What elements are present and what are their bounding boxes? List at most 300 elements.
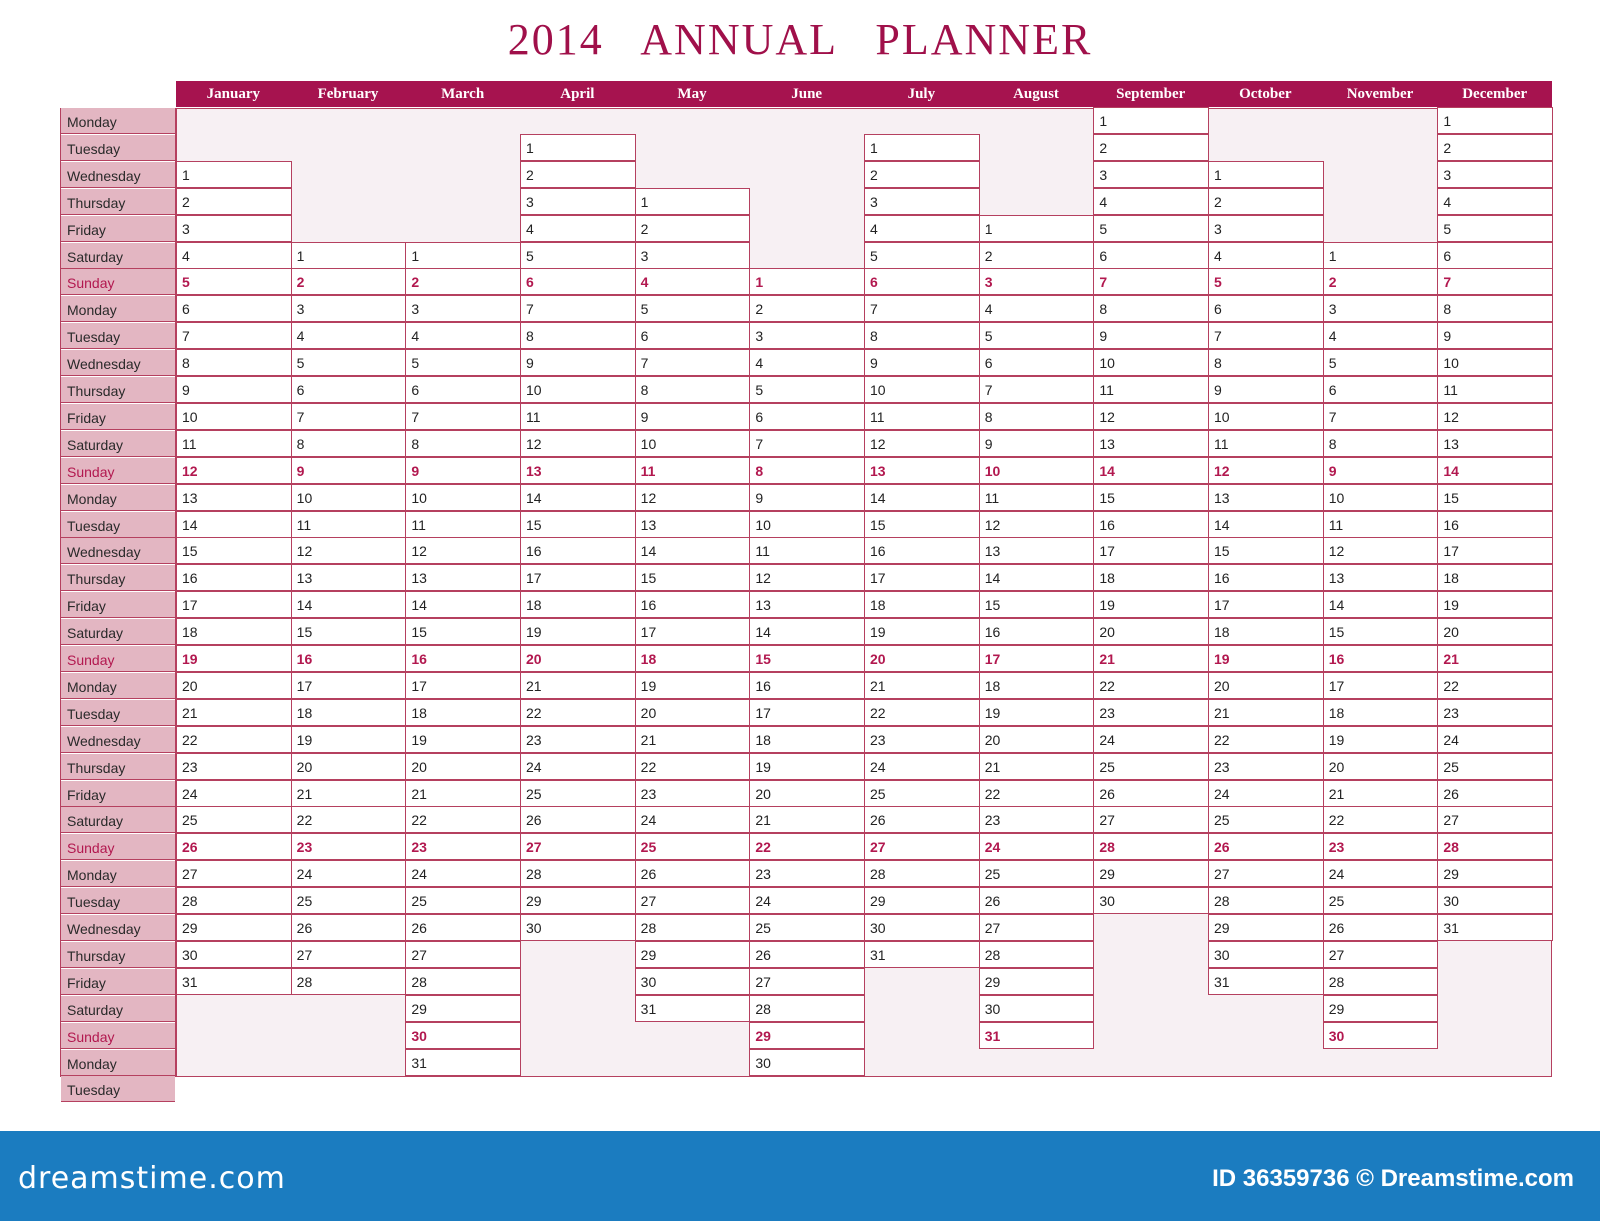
date-cell[interactable]: 9: [1093, 322, 1209, 349]
date-cell[interactable]: 25: [291, 887, 407, 914]
date-cell[interactable]: 10: [405, 484, 521, 511]
date-cell[interactable]: 11: [520, 403, 636, 430]
date-cell[interactable]: 25: [1323, 887, 1439, 914]
date-cell[interactable]: 27: [1093, 806, 1209, 833]
date-cell[interactable]: 24: [1208, 780, 1324, 807]
date-cell[interactable]: 12: [520, 430, 636, 457]
date-cell[interactable]: 23: [749, 860, 865, 887]
date-cell[interactable]: 16: [1208, 564, 1324, 591]
date-cell[interactable]: 8: [1208, 349, 1324, 376]
date-cell[interactable]: 6: [1323, 376, 1439, 403]
date-cell[interactable]: 8: [1323, 430, 1439, 457]
date-cell[interactable]: 1: [520, 134, 636, 161]
date-cell[interactable]: 30: [1323, 1022, 1439, 1049]
date-cell[interactable]: 5: [1437, 215, 1553, 242]
date-cell[interactable]: 26: [1093, 780, 1209, 807]
date-cell[interactable]: 1: [1437, 107, 1553, 134]
date-cell[interactable]: 16: [635, 591, 751, 618]
date-cell[interactable]: 16: [1323, 645, 1439, 672]
date-cell[interactable]: 20: [291, 753, 407, 780]
date-cell[interactable]: 6: [1437, 242, 1553, 269]
date-cell[interactable]: 28: [291, 968, 407, 995]
date-cell[interactable]: 15: [864, 511, 980, 538]
date-cell[interactable]: 4: [1437, 188, 1553, 215]
date-cell[interactable]: 21: [1208, 699, 1324, 726]
date-cell[interactable]: 3: [1437, 161, 1553, 188]
date-cell[interactable]: 18: [1093, 564, 1209, 591]
date-cell[interactable]: 12: [405, 537, 521, 564]
date-cell[interactable]: 16: [1093, 511, 1209, 538]
date-cell[interactable]: 9: [176, 376, 292, 403]
date-cell[interactable]: 1: [635, 188, 751, 215]
date-cell[interactable]: 17: [1437, 537, 1553, 564]
date-cell[interactable]: 8: [291, 430, 407, 457]
date-cell[interactable]: 13: [635, 511, 751, 538]
date-cell[interactable]: 3: [176, 215, 292, 242]
date-cell[interactable]: 14: [405, 591, 521, 618]
date-cell[interactable]: 29: [1093, 860, 1209, 887]
date-cell[interactable]: 18: [1437, 564, 1553, 591]
date-cell[interactable]: 18: [520, 591, 636, 618]
date-cell[interactable]: 26: [405, 914, 521, 941]
date-cell[interactable]: 31: [405, 1049, 521, 1076]
date-cell[interactable]: 8: [520, 322, 636, 349]
date-cell[interactable]: 27: [1208, 860, 1324, 887]
date-cell[interactable]: 1: [1093, 107, 1209, 134]
date-cell[interactable]: 16: [405, 645, 521, 672]
date-cell[interactable]: 25: [979, 860, 1095, 887]
date-cell[interactable]: 1: [979, 215, 1095, 242]
date-cell[interactable]: 14: [979, 564, 1095, 591]
date-cell[interactable]: 12: [864, 430, 980, 457]
date-cell[interactable]: 25: [1093, 753, 1209, 780]
date-cell[interactable]: 3: [635, 242, 751, 269]
date-cell[interactable]: 26: [291, 914, 407, 941]
date-cell[interactable]: 27: [176, 860, 292, 887]
date-cell[interactable]: 23: [635, 780, 751, 807]
date-cell[interactable]: 26: [864, 806, 980, 833]
date-cell[interactable]: 28: [1093, 833, 1209, 860]
date-cell[interactable]: 28: [635, 914, 751, 941]
date-cell[interactable]: 6: [291, 376, 407, 403]
date-cell[interactable]: 19: [520, 618, 636, 645]
date-cell[interactable]: 29: [979, 968, 1095, 995]
date-cell[interactable]: 11: [1093, 376, 1209, 403]
date-cell[interactable]: 19: [1093, 591, 1209, 618]
date-cell[interactable]: 24: [979, 833, 1095, 860]
date-cell[interactable]: 22: [864, 699, 980, 726]
date-cell[interactable]: 6: [176, 295, 292, 322]
date-cell[interactable]: 9: [1208, 376, 1324, 403]
date-cell[interactable]: 5: [979, 322, 1095, 349]
date-cell[interactable]: 9: [291, 457, 407, 484]
date-cell[interactable]: 31: [1208, 968, 1324, 995]
date-cell[interactable]: 27: [749, 968, 865, 995]
date-cell[interactable]: 27: [979, 914, 1095, 941]
date-cell[interactable]: 12: [1208, 457, 1324, 484]
date-cell[interactable]: 2: [1208, 188, 1324, 215]
date-cell[interactable]: 20: [405, 753, 521, 780]
date-cell[interactable]: 2: [1323, 268, 1439, 295]
date-cell[interactable]: 18: [635, 645, 751, 672]
date-cell[interactable]: 1: [176, 161, 292, 188]
date-cell[interactable]: 12: [1437, 403, 1553, 430]
date-cell[interactable]: 15: [1093, 484, 1209, 511]
date-cell[interactable]: 12: [1323, 537, 1439, 564]
date-cell[interactable]: 26: [520, 806, 636, 833]
date-cell[interactable]: 9: [520, 349, 636, 376]
date-cell[interactable]: 5: [1208, 268, 1324, 295]
date-cell[interactable]: 4: [864, 215, 980, 242]
date-cell[interactable]: 21: [1323, 780, 1439, 807]
date-cell[interactable]: 3: [291, 295, 407, 322]
date-cell[interactable]: 13: [1437, 430, 1553, 457]
date-cell[interactable]: 1: [864, 134, 980, 161]
date-cell[interactable]: 11: [864, 403, 980, 430]
date-cell[interactable]: 26: [176, 833, 292, 860]
date-cell[interactable]: 2: [405, 268, 521, 295]
date-cell[interactable]: 14: [520, 484, 636, 511]
date-cell[interactable]: 24: [1323, 860, 1439, 887]
date-cell[interactable]: 6: [749, 403, 865, 430]
date-cell[interactable]: 23: [864, 726, 980, 753]
date-cell[interactable]: 14: [749, 618, 865, 645]
date-cell[interactable]: 28: [520, 860, 636, 887]
date-cell[interactable]: 13: [176, 484, 292, 511]
date-cell[interactable]: 7: [749, 430, 865, 457]
date-cell[interactable]: 1: [291, 242, 407, 269]
date-cell[interactable]: 17: [176, 591, 292, 618]
date-cell[interactable]: 12: [635, 484, 751, 511]
date-cell[interactable]: 3: [405, 295, 521, 322]
date-cell[interactable]: 21: [1437, 645, 1553, 672]
date-cell[interactable]: 3: [1093, 161, 1209, 188]
date-cell[interactable]: 5: [864, 242, 980, 269]
date-cell[interactable]: 22: [176, 726, 292, 753]
date-cell[interactable]: 5: [1093, 215, 1209, 242]
date-cell[interactable]: 13: [291, 564, 407, 591]
date-cell[interactable]: 11: [405, 511, 521, 538]
date-cell[interactable]: 7: [864, 295, 980, 322]
date-cell[interactable]: 30: [1437, 887, 1553, 914]
date-cell[interactable]: 21: [1093, 645, 1209, 672]
date-cell[interactable]: 8: [1093, 295, 1209, 322]
date-cell[interactable]: 12: [749, 564, 865, 591]
date-cell[interactable]: 10: [1093, 349, 1209, 376]
date-cell[interactable]: 7: [1208, 322, 1324, 349]
date-cell[interactable]: 29: [864, 887, 980, 914]
date-cell[interactable]: 17: [864, 564, 980, 591]
date-cell[interactable]: 19: [749, 753, 865, 780]
date-cell[interactable]: 3: [979, 268, 1095, 295]
date-cell[interactable]: 18: [864, 591, 980, 618]
date-cell[interactable]: 11: [176, 430, 292, 457]
date-cell[interactable]: 11: [749, 537, 865, 564]
date-cell[interactable]: 13: [1093, 430, 1209, 457]
date-cell[interactable]: 15: [749, 645, 865, 672]
date-cell[interactable]: 28: [864, 860, 980, 887]
date-cell[interactable]: 20: [1323, 753, 1439, 780]
date-cell[interactable]: 20: [749, 780, 865, 807]
date-cell[interactable]: 1: [1323, 242, 1439, 269]
date-cell[interactable]: 4: [176, 242, 292, 269]
date-cell[interactable]: 11: [1208, 430, 1324, 457]
date-cell[interactable]: 2: [1437, 134, 1553, 161]
date-cell[interactable]: 24: [405, 860, 521, 887]
date-cell[interactable]: 6: [405, 376, 521, 403]
date-cell[interactable]: 2: [635, 215, 751, 242]
date-cell[interactable]: 28: [749, 995, 865, 1022]
date-cell[interactable]: 20: [1093, 618, 1209, 645]
date-cell[interactable]: 15: [1323, 618, 1439, 645]
date-cell[interactable]: 17: [749, 699, 865, 726]
date-cell[interactable]: 24: [864, 753, 980, 780]
date-cell[interactable]: 3: [1208, 215, 1324, 242]
date-cell[interactable]: 28: [979, 941, 1095, 968]
date-cell[interactable]: 13: [1208, 484, 1324, 511]
date-cell[interactable]: 15: [1437, 484, 1553, 511]
date-cell[interactable]: 20: [979, 726, 1095, 753]
date-cell[interactable]: 22: [405, 806, 521, 833]
date-cell[interactable]: 14: [1208, 511, 1324, 538]
date-cell[interactable]: 29: [405, 995, 521, 1022]
date-cell[interactable]: 16: [864, 537, 980, 564]
date-cell[interactable]: 9: [979, 430, 1095, 457]
date-cell[interactable]: 29: [176, 914, 292, 941]
date-cell[interactable]: 27: [864, 833, 980, 860]
date-cell[interactable]: 6: [864, 268, 980, 295]
date-cell[interactable]: 26: [749, 941, 865, 968]
date-cell[interactable]: 2: [291, 268, 407, 295]
date-cell[interactable]: 14: [291, 591, 407, 618]
date-cell[interactable]: 6: [979, 349, 1095, 376]
date-cell[interactable]: 21: [864, 672, 980, 699]
date-cell[interactable]: 1: [749, 268, 865, 295]
date-cell[interactable]: 23: [1323, 833, 1439, 860]
date-cell[interactable]: 1: [405, 242, 521, 269]
date-cell[interactable]: 14: [1323, 591, 1439, 618]
date-cell[interactable]: 21: [176, 699, 292, 726]
date-cell[interactable]: 3: [864, 188, 980, 215]
date-cell[interactable]: 7: [520, 295, 636, 322]
date-cell[interactable]: 29: [1208, 914, 1324, 941]
date-cell[interactable]: 23: [405, 833, 521, 860]
date-cell[interactable]: 23: [1093, 699, 1209, 726]
date-cell[interactable]: 21: [749, 806, 865, 833]
date-cell[interactable]: 25: [1208, 806, 1324, 833]
date-cell[interactable]: 4: [979, 295, 1095, 322]
date-cell[interactable]: 15: [405, 618, 521, 645]
date-cell[interactable]: 17: [291, 672, 407, 699]
date-cell[interactable]: 22: [979, 780, 1095, 807]
date-cell[interactable]: 20: [864, 645, 980, 672]
date-cell[interactable]: 27: [1437, 806, 1553, 833]
date-cell[interactable]: 8: [979, 403, 1095, 430]
date-cell[interactable]: 21: [291, 780, 407, 807]
date-cell[interactable]: 2: [749, 295, 865, 322]
date-cell[interactable]: 12: [979, 511, 1095, 538]
date-cell[interactable]: 22: [635, 753, 751, 780]
date-cell[interactable]: 14: [864, 484, 980, 511]
date-cell[interactable]: 17: [1208, 591, 1324, 618]
date-cell[interactable]: 31: [979, 1022, 1095, 1049]
date-cell[interactable]: 4: [749, 349, 865, 376]
date-cell[interactable]: 27: [520, 833, 636, 860]
date-cell[interactable]: 19: [1437, 591, 1553, 618]
date-cell[interactable]: 4: [405, 322, 521, 349]
date-cell[interactable]: 17: [635, 618, 751, 645]
date-cell[interactable]: 15: [176, 537, 292, 564]
date-cell[interactable]: 23: [979, 806, 1095, 833]
date-cell[interactable]: 16: [176, 564, 292, 591]
date-cell[interactable]: 26: [1208, 833, 1324, 860]
date-cell[interactable]: 28: [1208, 887, 1324, 914]
date-cell[interactable]: 13: [520, 457, 636, 484]
date-cell[interactable]: 16: [291, 645, 407, 672]
date-cell[interactable]: 18: [979, 672, 1095, 699]
date-cell[interactable]: 28: [176, 887, 292, 914]
date-cell[interactable]: 3: [1323, 295, 1439, 322]
date-cell[interactable]: 27: [405, 941, 521, 968]
date-cell[interactable]: 19: [635, 672, 751, 699]
date-cell[interactable]: 30: [864, 914, 980, 941]
date-cell[interactable]: 29: [749, 1022, 865, 1049]
date-cell[interactable]: 25: [520, 780, 636, 807]
date-cell[interactable]: 12: [176, 457, 292, 484]
date-cell[interactable]: 27: [635, 887, 751, 914]
date-cell[interactable]: 4: [1093, 188, 1209, 215]
date-cell[interactable]: 9: [1323, 457, 1439, 484]
date-cell[interactable]: 12: [1093, 403, 1209, 430]
date-cell[interactable]: 19: [405, 726, 521, 753]
date-cell[interactable]: 24: [291, 860, 407, 887]
date-cell[interactable]: 10: [520, 376, 636, 403]
date-cell[interactable]: 25: [176, 806, 292, 833]
date-cell[interactable]: 10: [635, 430, 751, 457]
date-cell[interactable]: 5: [1323, 349, 1439, 376]
date-cell[interactable]: 26: [1323, 914, 1439, 941]
date-cell[interactable]: 7: [635, 349, 751, 376]
date-cell[interactable]: 22: [1437, 672, 1553, 699]
date-cell[interactable]: 11: [979, 484, 1095, 511]
date-cell[interactable]: 2: [864, 161, 980, 188]
date-cell[interactable]: 22: [291, 806, 407, 833]
date-cell[interactable]: 10: [176, 403, 292, 430]
date-cell[interactable]: 24: [1093, 726, 1209, 753]
date-cell[interactable]: 19: [291, 726, 407, 753]
date-cell[interactable]: 4: [635, 268, 751, 295]
date-cell[interactable]: 21: [520, 672, 636, 699]
date-cell[interactable]: 11: [1323, 511, 1439, 538]
date-cell[interactable]: 10: [1437, 349, 1553, 376]
date-cell[interactable]: 25: [864, 780, 980, 807]
date-cell[interactable]: 23: [1437, 699, 1553, 726]
date-cell[interactable]: 10: [749, 511, 865, 538]
date-cell[interactable]: 5: [635, 295, 751, 322]
date-cell[interactable]: 17: [979, 645, 1095, 672]
date-cell[interactable]: 23: [176, 753, 292, 780]
date-cell[interactable]: 16: [979, 618, 1095, 645]
date-cell[interactable]: 25: [1437, 753, 1553, 780]
date-cell[interactable]: 16: [749, 672, 865, 699]
date-cell[interactable]: 14: [176, 511, 292, 538]
date-cell[interactable]: 4: [291, 322, 407, 349]
date-cell[interactable]: 8: [635, 376, 751, 403]
date-cell[interactable]: 31: [1437, 914, 1553, 941]
date-cell[interactable]: 8: [176, 349, 292, 376]
date-cell[interactable]: 2: [176, 188, 292, 215]
date-cell[interactable]: 25: [405, 887, 521, 914]
date-cell[interactable]: 7: [291, 403, 407, 430]
date-cell[interactable]: 10: [1208, 403, 1324, 430]
date-cell[interactable]: 23: [520, 726, 636, 753]
date-cell[interactable]: 25: [635, 833, 751, 860]
date-cell[interactable]: 4: [520, 215, 636, 242]
date-cell[interactable]: 7: [176, 322, 292, 349]
date-cell[interactable]: 20: [1208, 672, 1324, 699]
date-cell[interactable]: 8: [1437, 295, 1553, 322]
date-cell[interactable]: 2: [979, 242, 1095, 269]
date-cell[interactable]: 28: [1323, 968, 1439, 995]
date-cell[interactable]: 17: [405, 672, 521, 699]
date-cell[interactable]: 28: [1437, 833, 1553, 860]
date-cell[interactable]: 29: [1323, 995, 1439, 1022]
date-cell[interactable]: 21: [635, 726, 751, 753]
date-cell[interactable]: 12: [291, 537, 407, 564]
date-cell[interactable]: 22: [1093, 672, 1209, 699]
date-cell[interactable]: 25: [749, 914, 865, 941]
date-cell[interactable]: 27: [291, 941, 407, 968]
date-cell[interactable]: 16: [1437, 511, 1553, 538]
date-cell[interactable]: 18: [1208, 618, 1324, 645]
date-cell[interactable]: 6: [520, 268, 636, 295]
date-cell[interactable]: 26: [1437, 780, 1553, 807]
date-cell[interactable]: 30: [1093, 887, 1209, 914]
date-cell[interactable]: 8: [749, 457, 865, 484]
date-cell[interactable]: 10: [1323, 484, 1439, 511]
date-cell[interactable]: 10: [979, 457, 1095, 484]
date-cell[interactable]: 15: [291, 618, 407, 645]
date-cell[interactable]: 5: [405, 349, 521, 376]
date-cell[interactable]: 10: [291, 484, 407, 511]
date-cell[interactable]: 2: [520, 161, 636, 188]
date-cell[interactable]: 21: [979, 753, 1095, 780]
date-cell[interactable]: 2: [1093, 134, 1209, 161]
date-cell[interactable]: 8: [405, 430, 521, 457]
date-cell[interactable]: 20: [176, 672, 292, 699]
date-cell[interactable]: 29: [635, 941, 751, 968]
date-cell[interactable]: 23: [291, 833, 407, 860]
date-cell[interactable]: 30: [405, 1022, 521, 1049]
date-cell[interactable]: 22: [520, 699, 636, 726]
date-cell[interactable]: 11: [1437, 376, 1553, 403]
date-cell[interactable]: 23: [1208, 753, 1324, 780]
date-cell[interactable]: 30: [520, 914, 636, 941]
date-cell[interactable]: 5: [176, 268, 292, 295]
date-cell[interactable]: 5: [749, 376, 865, 403]
date-cell[interactable]: 30: [979, 995, 1095, 1022]
date-cell[interactable]: 13: [979, 537, 1095, 564]
date-cell[interactable]: 20: [635, 699, 751, 726]
date-cell[interactable]: 31: [176, 968, 292, 995]
date-cell[interactable]: 17: [520, 564, 636, 591]
date-cell[interactable]: 18: [176, 618, 292, 645]
date-cell[interactable]: 24: [635, 806, 751, 833]
date-cell[interactable]: 7: [1437, 268, 1553, 295]
date-cell[interactable]: 24: [176, 780, 292, 807]
date-cell[interactable]: 24: [749, 887, 865, 914]
date-cell[interactable]: 11: [635, 457, 751, 484]
